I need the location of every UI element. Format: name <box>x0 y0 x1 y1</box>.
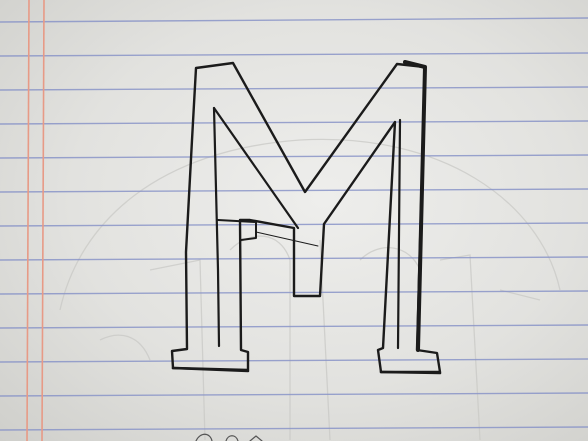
right-edge-shading <box>405 62 425 350</box>
faint-diagonal <box>256 232 318 246</box>
base-shading-right <box>381 372 440 373</box>
notch-stroke <box>218 220 256 240</box>
inner-right-stroke <box>398 120 400 348</box>
inner-left-stroke <box>214 108 219 346</box>
base-shading <box>173 368 248 371</box>
faint-writing <box>196 434 262 441</box>
inner-v-stroke <box>214 108 298 228</box>
